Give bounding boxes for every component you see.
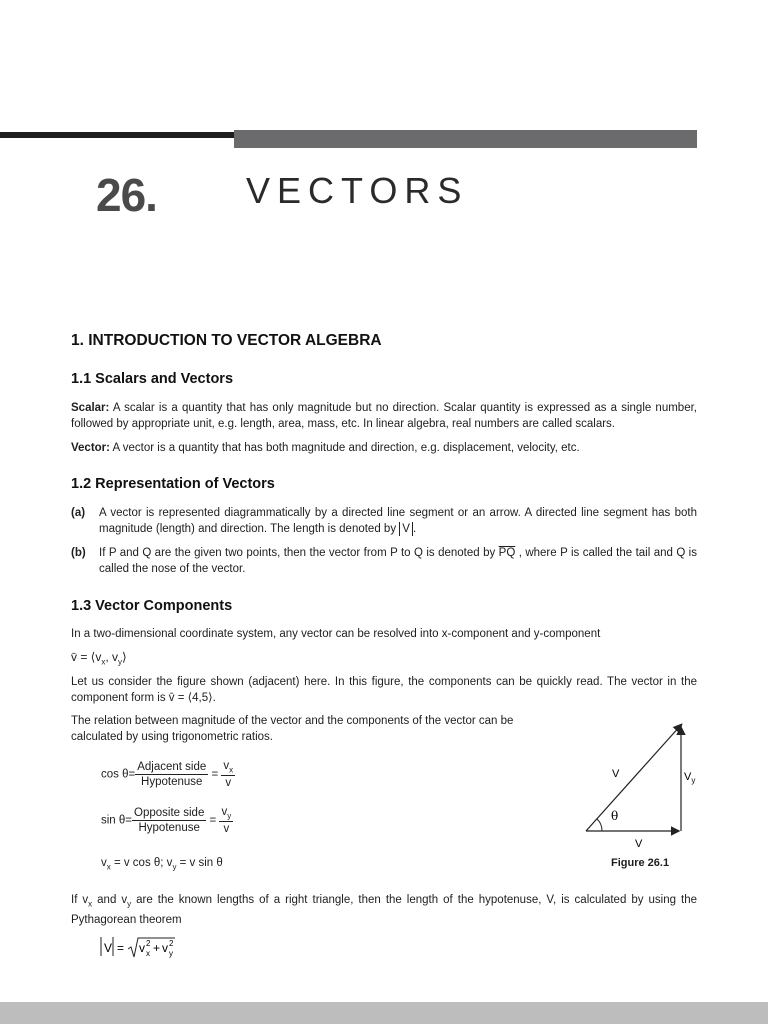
list-text-b-2: , where P is called the tail and Q is called the nose of the vector. <box>99 547 697 575</box>
svg-text:v: v <box>162 941 168 955</box>
list-text-b-1: If P and Q are the given two points, then the vector from P to Q is denoted by <box>99 547 499 559</box>
svg-text:x: x <box>146 949 150 958</box>
equation-component-relations: $v_x = v$ cos θ; $v_y = v$ sin θ <box>101 857 223 872</box>
vert-label: $V_y$ <box>684 771 696 785</box>
chapter-title: VECTORS <box>246 170 469 211</box>
magnitude-symbol: V <box>399 522 413 536</box>
svg-text:+: + <box>153 941 161 955</box>
base-label: V <box>635 838 643 850</box>
footer-bar <box>0 1002 768 1024</box>
svg-text:=: = <box>117 941 125 955</box>
subsection-heading-components: 1.3 Vector Components <box>71 598 233 614</box>
vector-text: A vector is a quantity that has both magnitude and direction, e.g. displacement, velocity, etc. <box>110 442 580 454</box>
vector-label: Vector: <box>71 442 110 454</box>
svg-text:2: 2 <box>169 939 174 948</box>
subsection-heading-representation: 1.2 Representation of Vectors <box>71 476 275 492</box>
chapter-number: 26. <box>96 169 157 221</box>
svg-text:V: V <box>104 941 113 955</box>
svg-text:y: y <box>169 949 173 958</box>
right-triangle-figure <box>580 716 700 852</box>
component-form: v̄ = ⟨4,5⟩ <box>168 692 213 704</box>
pq-symbol: $\overline{PQ}$ <box>498 547 516 559</box>
svg-text:v: v <box>139 941 145 955</box>
equation-cos: cos θ= $\frac{\text{Adjacent side}}{\text{Hypotenuse}}$ = $\frac{v_x}{v}$ <box>101 760 234 790</box>
list-label-b: (b) <box>71 547 86 559</box>
equation-sin: sin θ= $\frac{\text{Opposite side}}{\text{Hypotenuse}}$ = $\frac{v_y}{v}$ <box>101 806 232 836</box>
header-rule-dark <box>0 132 234 138</box>
vector-paragraph <box>71 440 697 456</box>
consider-text: Let us consider the figure shown (adjacent) here. In this figure, the components can be quickly read. The vector in the component form is <box>71 676 697 704</box>
pythagorean-formula <box>99 932 189 962</box>
list-item-b <box>71 545 697 577</box>
hyp-label: V <box>612 768 620 780</box>
angle-arc <box>597 819 602 831</box>
svg-text:2: 2 <box>146 939 151 948</box>
figure-caption: Figure 26.1 <box>611 857 670 869</box>
scalar-text: A scalar is a quantity that has only magnitude but no direction. Scalar quantity is expressed as a single number, followed by appropriate unit, e.g. length, area, mass, etc. In linear algebra, real numbers are called scalars. <box>71 402 697 430</box>
scalar-label: Scalar: <box>71 402 110 414</box>
equation-vector-components: v̄ = $⟨v_x$, $v_y⟩$ <box>71 650 127 667</box>
hypotenuse-arrow <box>586 725 681 831</box>
list-item-a: (a) A vector is represented diagrammatically by a directed line segment or an arrow. A directed line segment has both magnitude (length) and direction. The length is denoted by V . <box>71 507 697 535</box>
list-label-a: (a) <box>71 507 86 519</box>
relation-paragraph: The relation between magnitude of the vector and the components of the vector can be calculated by using trigonometric ratios. <box>71 715 514 743</box>
pythagorean-paragraph: If $v_x$ and $v_y$ are the known lengths of a right triangle, then the length of the hypotenuse, V, is calculated by using the Pythagorean theorem <box>71 894 697 927</box>
header-rule-gray <box>234 130 697 148</box>
subsection-heading-scalars: 1.1 Scalars and Vectors <box>71 371 234 387</box>
list-text-a: A vector is represented diagrammatically by a directed line segment or an arrow. A directed line segment has both magnitude (length) and direction. The length is denoted by <box>99 507 697 535</box>
scalar-paragraph <box>71 400 697 432</box>
consider-paragraph: Let us consider the figure shown (adjacent) here. In this figure, the components can be quickly read. The vector in the component form is v̄ = ⟨4,5⟩. <box>71 676 697 704</box>
components-intro: In a two-dimensional coordinate system, any vector can be resolved into x-component and y-component <box>71 628 601 640</box>
section-heading-intro: 1. INTRODUCTION TO VECTOR ALGEBRA <box>71 332 382 349</box>
angle-label: θ <box>611 809 619 823</box>
